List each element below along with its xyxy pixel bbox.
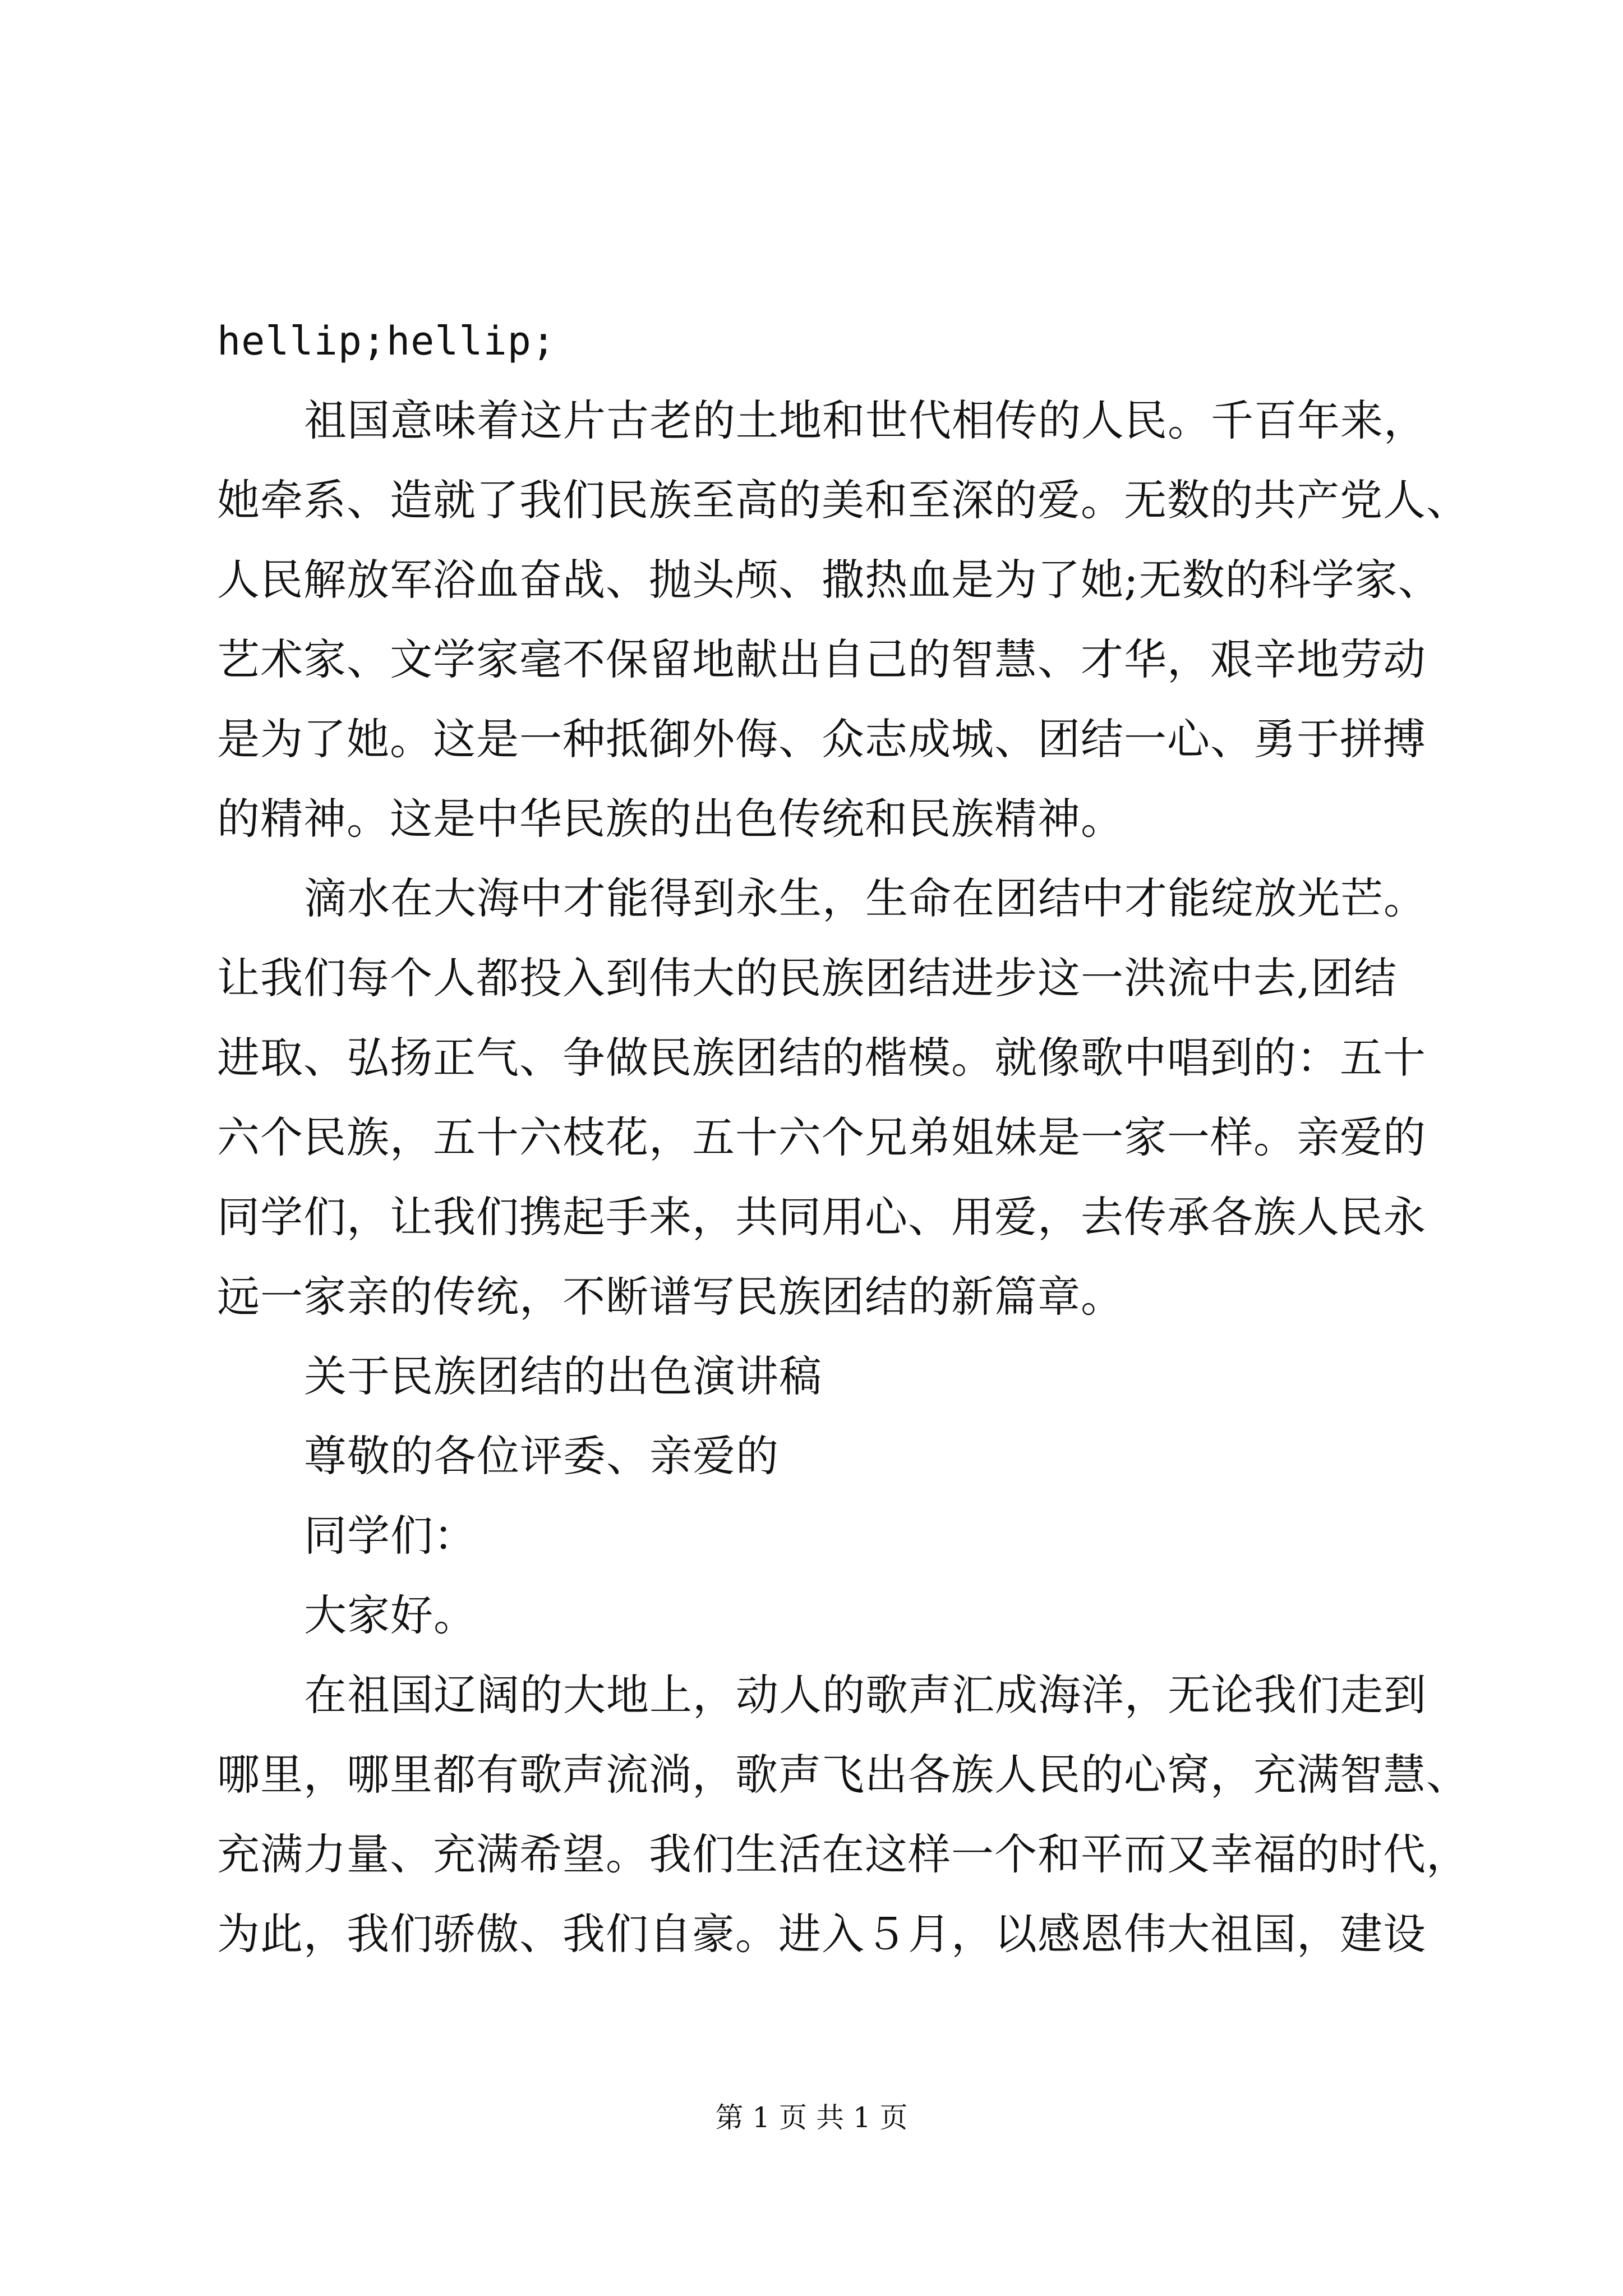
page-footer (0, 2101, 1623, 2134)
document-body (217, 301, 1469, 1974)
text-line: 是为了她。这是一种抵御外侮、众志成城、团结一心、勇于拼搏 (217, 714, 1426, 764)
text-line: 哪里，哪里都有歌声流淌，歌声飞出各族人民的心窝，充满智慧、 (217, 1750, 1469, 1800)
greeting: 大家好。 (304, 1590, 477, 1640)
text-line: 人民解放军浴血奋战、抛头颅、撒热血是为了她;无数的科学家、 (217, 555, 1441, 605)
paragraph-start: 祖国意味着这片古老的土地和世代相传的人民。千百年来， (304, 395, 1427, 445)
text-line: 让我们每个人都投入到伟大的民族团结进步这一洪流中去,团结 (217, 953, 1398, 1003)
paragraph-start: 滴水在大海中才能得到永生，生命在团结中才能绽放光芒。 (304, 873, 1427, 923)
salutation: 尊敬的各位评委、亲爱的 (304, 1431, 779, 1481)
paragraph-start: 在祖国辽阔的大地上，动人的歌声汇成海洋，无论我们走到 (304, 1670, 1427, 1720)
text-line: 的精神。这是中华民族的出色传统和民族精神。 (217, 794, 1124, 844)
section-title: 关于民族团结的出色演讲稿 (304, 1351, 822, 1401)
text-line: 六个民族，五十六枝花，五十六个兄弟姐妹是一家一样。亲爱的 (217, 1112, 1426, 1162)
text-line: 艺术家、文学家毫不保留地献出自己的智慧、才华，艰辛地劳动 (217, 634, 1426, 684)
text-line: 她牵系、造就了我们民族至高的美和至深的爱。无数的共产党人、 (217, 475, 1469, 525)
text-line: 进取、弘扬正气、争做民族团结的楷模。就像歌中唱到的：五十 (217, 1033, 1426, 1083)
text-line: 远一家亲的传统，不断谱写民族团结的新篇章。 (217, 1272, 1124, 1322)
text-line: 充满力量、充满希望。我们生活在这样一个和平而又幸福的时代， (217, 1829, 1469, 1879)
text-line: 同学们，让我们携起手来，共同用心、用爱，去传承各族人民永 (217, 1192, 1426, 1242)
page-number: 第 1 页 共 1 页 (715, 2101, 908, 2134)
text-line: 为此，我们骄傲、我们自豪。进入５月，以感恩伟大祖国，建设 (217, 1909, 1426, 1959)
salutation: 同学们： (304, 1511, 477, 1561)
text-line: hellip;hellip; (217, 318, 556, 364)
